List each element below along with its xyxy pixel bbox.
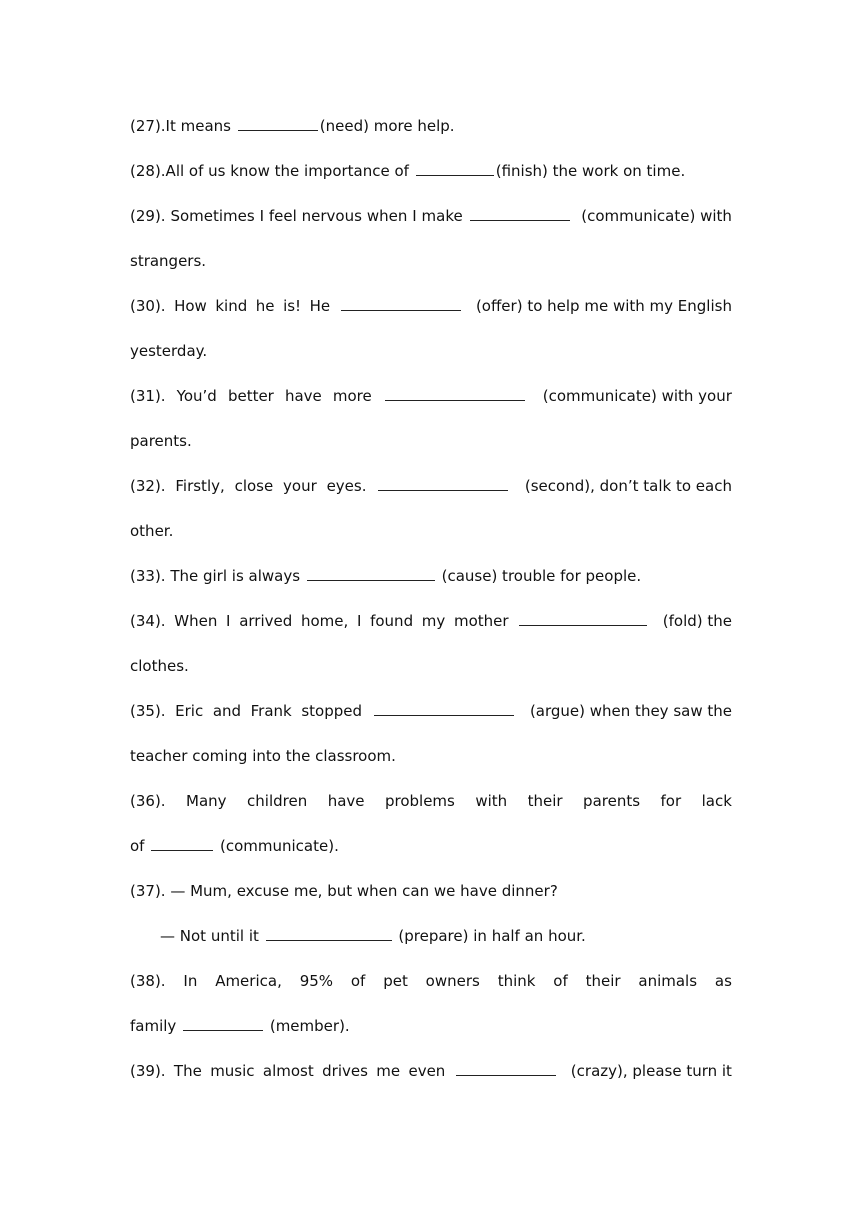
question-continuation: strangers.: [130, 252, 207, 270]
question-text: (33). The girl is always: [130, 567, 305, 585]
word: I: [226, 612, 231, 630]
answer-blank[interactable]: [183, 1029, 263, 1031]
word: music: [210, 1062, 255, 1080]
word: kind: [215, 297, 248, 315]
word: problems: [384, 792, 455, 810]
word: You’d: [176, 387, 217, 405]
word: pet: [383, 972, 408, 990]
word: (38).: [130, 972, 166, 990]
word: and: [212, 702, 242, 720]
question-text: (offer) to help me with my English: [471, 297, 732, 315]
word: have: [284, 387, 322, 405]
question-text: of: [130, 837, 150, 855]
answer-blank[interactable]: [238, 129, 318, 131]
question-text: (member).: [265, 1017, 350, 1035]
word: my: [421, 612, 446, 630]
question-text: (second), don’t talk to each: [520, 477, 732, 495]
question-38: [130, 959, 732, 1004]
word: have: [327, 792, 365, 810]
word: with: [475, 792, 508, 810]
question-37: (37). — Mum, excuse me, but when can we have dinner?: [130, 882, 558, 900]
answer-blank[interactable]: [374, 714, 514, 716]
word: me: [376, 1062, 401, 1080]
word: America,: [215, 972, 282, 990]
word: stopped: [301, 702, 362, 720]
question-continuation: teacher coming into the classroom.: [130, 747, 396, 765]
word: lack: [701, 792, 732, 810]
question-continuation: parents.: [130, 432, 192, 450]
question-text: (communicate).: [215, 837, 339, 855]
word: he: [255, 297, 275, 315]
question-text: (communicate) with: [576, 207, 732, 225]
word: (29).: [130, 207, 166, 225]
answer-blank[interactable]: [456, 1074, 556, 1076]
question-29: [130, 194, 732, 239]
word: close: [234, 477, 274, 495]
word: (39).: [130, 1062, 166, 1080]
answer-blank[interactable]: [470, 219, 570, 221]
word: (31).: [130, 387, 166, 405]
word: their: [585, 972, 621, 990]
word: eyes.: [326, 477, 367, 495]
word: for: [660, 792, 682, 810]
answer-blank[interactable]: [416, 174, 494, 176]
answer-blank[interactable]: [341, 309, 461, 311]
word: drives: [322, 1062, 368, 1080]
word: found: [370, 612, 414, 630]
answer-blank[interactable]: [378, 489, 508, 491]
question-text: (cause) trouble for people.: [436, 567, 642, 585]
answer-blank[interactable]: [519, 624, 647, 626]
word: owners: [425, 972, 480, 990]
question-31: [130, 374, 732, 419]
word: your: [283, 477, 317, 495]
word: as: [714, 972, 732, 990]
question-continuation: clothes.: [130, 657, 189, 675]
question-33: [130, 554, 732, 599]
word: better: [227, 387, 274, 405]
word: even: [408, 1062, 446, 1080]
question-37-reply: [130, 914, 732, 959]
word: children: [247, 792, 308, 810]
word: arrived: [239, 612, 293, 630]
question-text: — Not until it: [160, 927, 264, 945]
word: I: [412, 207, 417, 225]
word: home,: [300, 612, 349, 630]
answer-blank[interactable]: [151, 849, 213, 851]
question-text: (crazy), please turn it: [566, 1062, 732, 1080]
word: almost: [262, 1062, 314, 1080]
question-text: (27).It means: [130, 117, 236, 135]
question-30: [130, 284, 732, 329]
word: (35).: [130, 702, 166, 720]
word: How: [174, 297, 207, 315]
word: when: [366, 207, 408, 225]
exercise-page: [130, 104, 732, 1094]
word: Firstly,: [175, 477, 225, 495]
question-32: [130, 464, 732, 509]
word: nervous: [301, 207, 362, 225]
word: He: [309, 297, 331, 315]
word: parents: [583, 792, 641, 810]
word: Many: [186, 792, 227, 810]
question-28: [130, 149, 732, 194]
word: I: [356, 612, 362, 630]
question-27: [130, 104, 732, 149]
word: feel: [268, 207, 297, 225]
word: The: [173, 1062, 202, 1080]
answer-blank[interactable]: [385, 399, 525, 401]
word: (34).: [130, 612, 166, 630]
word: In: [183, 972, 198, 990]
word: I: [259, 207, 264, 225]
question-35: [130, 689, 732, 734]
question-continuation: other.: [130, 522, 174, 540]
word: (30).: [130, 297, 166, 315]
word: Frank: [250, 702, 292, 720]
word: 95%: [299, 972, 334, 990]
word: of: [553, 972, 568, 990]
question-39: [130, 1049, 732, 1094]
question-36-continuation: [130, 824, 732, 869]
answer-blank[interactable]: [307, 579, 435, 581]
word: mother: [454, 612, 509, 630]
question-text: (fold) the: [657, 612, 732, 630]
word: Sometimes: [170, 207, 255, 225]
word: more: [332, 387, 372, 405]
answer-blank[interactable]: [266, 939, 392, 941]
question-34: [130, 599, 732, 644]
question-text: (finish) the work on time.: [495, 162, 686, 180]
word: think: [497, 972, 536, 990]
question-text: family: [130, 1017, 182, 1035]
word: Eric: [175, 702, 204, 720]
question-text: (prepare) in half an hour.: [393, 927, 586, 945]
question-continuation: yesterday.: [130, 342, 208, 360]
word: (36).: [130, 792, 166, 810]
question-text: (need) more help.: [319, 117, 455, 135]
question-36: [130, 779, 732, 824]
word: When: [174, 612, 218, 630]
word: is!: [283, 297, 302, 315]
question-text: (28).All of us know the importance of: [130, 162, 414, 180]
question-text: (communicate) with your: [537, 387, 732, 405]
word: make: [421, 207, 463, 225]
word: (32).: [130, 477, 166, 495]
word: their: [527, 792, 563, 810]
question-text: (argue) when they saw the: [525, 702, 732, 720]
question-38-continuation: [130, 1004, 732, 1049]
word: animals: [638, 972, 698, 990]
word: of: [350, 972, 366, 990]
